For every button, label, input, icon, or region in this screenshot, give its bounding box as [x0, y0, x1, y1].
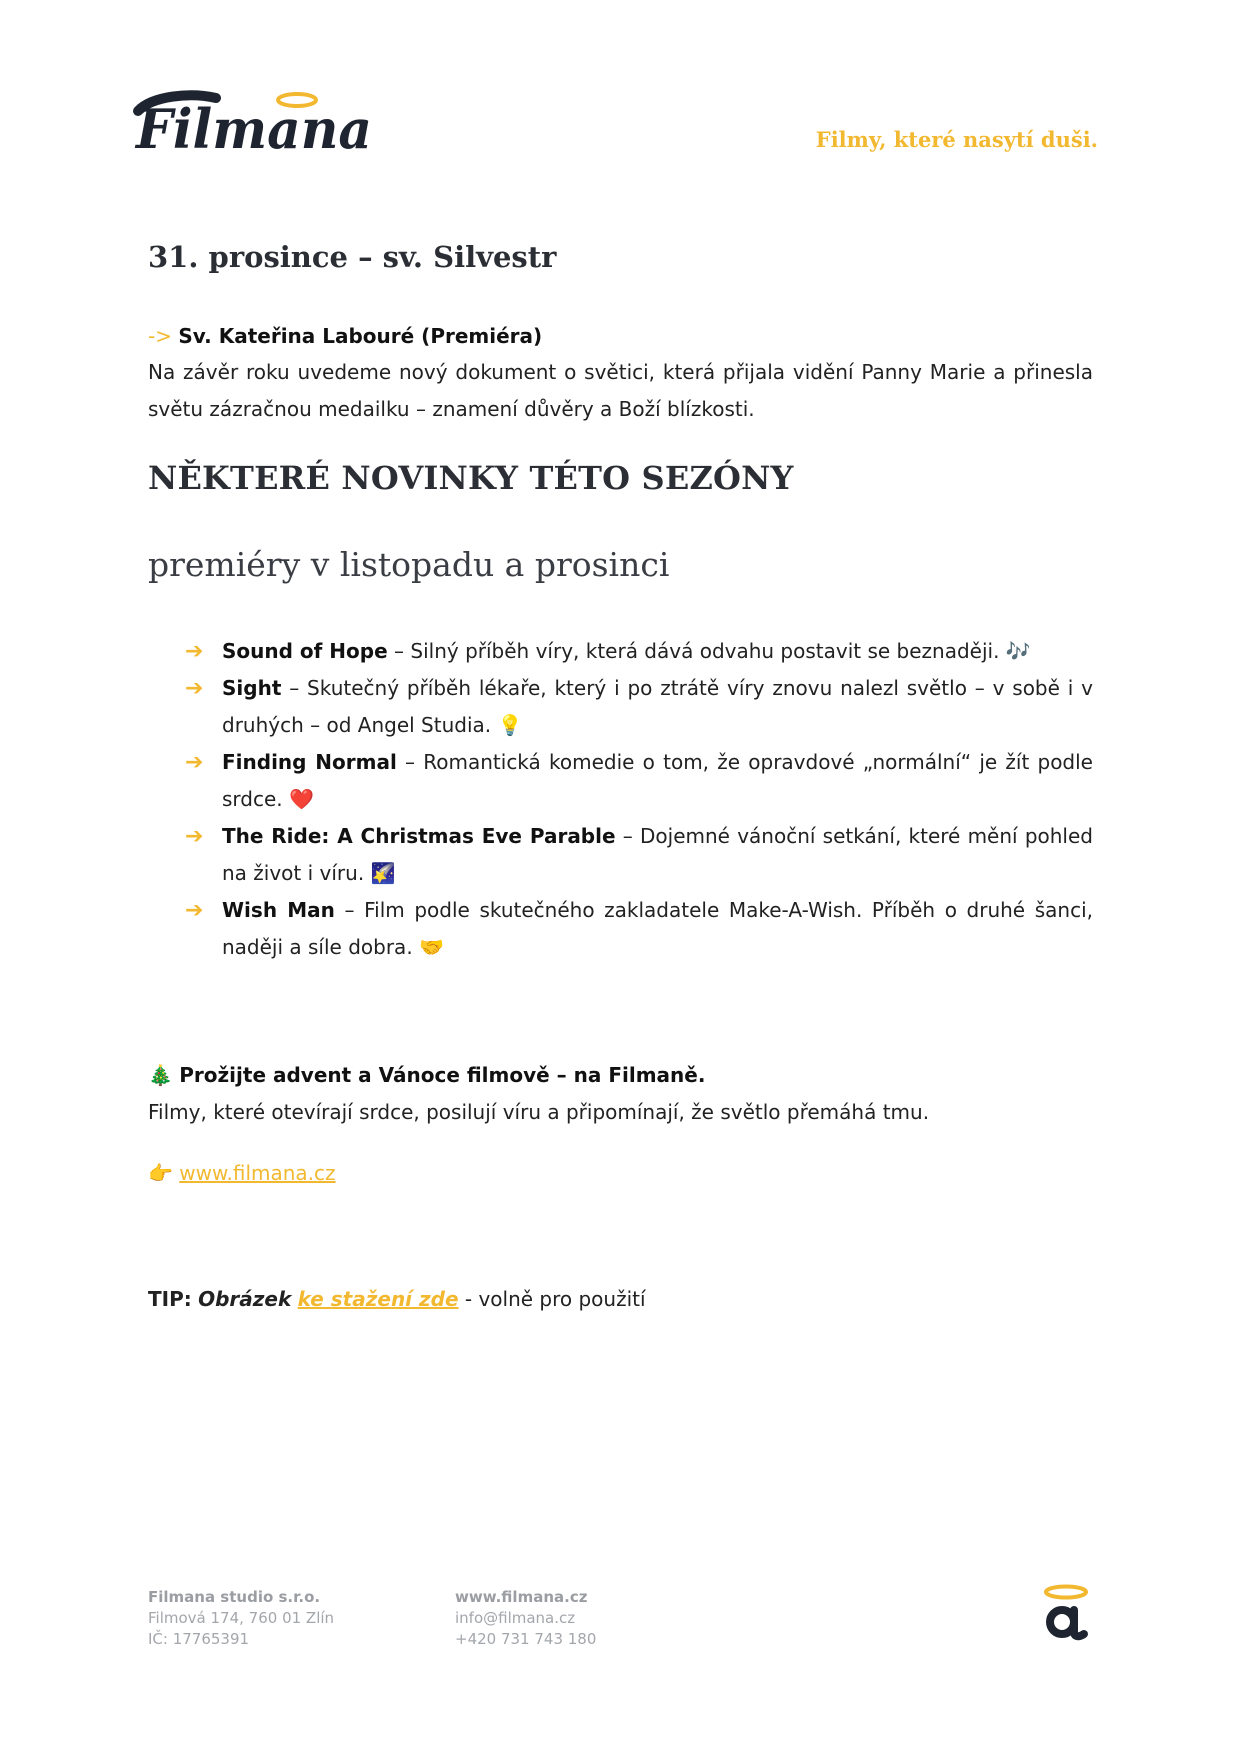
film-desc: – Silný příběh víry, která dává odvahu postavit se beznaději. [387, 639, 1006, 663]
list-item [185, 818, 1093, 892]
intro-title: Sv. Kateřina Labouré (Premiéra) [178, 324, 543, 348]
pointing-hand-icon: 👉 [148, 1161, 173, 1185]
brand-wordmark: Filmana [134, 97, 372, 156]
film-title: The Ride: A Christmas Eve Parable [222, 824, 616, 848]
advent-paragraph: Filmy, které otevírají srdce, posilují víru a připomínají, že světlo přemáhá tmu. [148, 1100, 930, 1124]
news-subheading: premiéry v listopadu a prosinci [148, 545, 670, 584]
arrow-right-icon: ➔ [185, 824, 204, 849]
list-item [185, 670, 1093, 744]
website-link-row [148, 1155, 336, 1192]
advent-title-row [148, 1057, 705, 1094]
film-title: Wish Man [222, 898, 335, 922]
tip-suffix: - volně pro použití [458, 1287, 646, 1311]
film-desc: – Romantická komedie o tom, že opravdové „normální“ je žít podle srdce. [222, 750, 1093, 811]
company-name: Filmana studio s.r.o. [148, 1588, 321, 1606]
tagline: Filmy, které nasytí duši. [815, 127, 1098, 152]
filmana-mark-icon [1040, 1582, 1092, 1642]
section-heading: 31. prosince – sv. Silvestr [148, 240, 557, 274]
film-title: Sight [222, 676, 282, 700]
music-notes-icon: 🎶 [1005, 639, 1031, 663]
heart-icon: ❤️ [289, 787, 314, 811]
light-bulb-icon: 💡 [497, 713, 523, 737]
tip-label: TIP: [148, 1287, 192, 1311]
arrow-right-icon: ➔ [185, 676, 204, 701]
arrow-right-icon: ➔ [185, 750, 204, 775]
tip-image-label: Obrázek [198, 1287, 292, 1311]
film-desc: – Skutečný příběh lékaře, který i po ztrátě víry znovu nalezl světlo – v sobě i v druhých – od Angel Studia. [222, 676, 1093, 737]
intro-paragraph: Na závěr roku uvedeme nový dokument o světici, která přijala vidění Panny Marie a přinesla světu zázračnou medailku – znamení důvěry a Boží blízkosti. [148, 360, 1093, 421]
footer-company [148, 1587, 334, 1650]
list-item [185, 892, 1093, 966]
website-link[interactable]: www.filmana.cz [179, 1161, 336, 1185]
arrow-icon: -> [148, 324, 172, 348]
arrow-right-icon: ➔ [185, 898, 204, 923]
company-address: Filmová 174, 760 01 Zlín [148, 1609, 335, 1627]
film-desc: – Dojemné vánoční setkání, které mění pohled na život i víru. [222, 824, 1093, 885]
film-list [185, 633, 1093, 966]
filmana-logo[interactable] [132, 84, 377, 156]
footer-phone: +420 731 743 180 [455, 1630, 597, 1648]
shooting-star-icon: 🌠 [370, 861, 396, 885]
download-link[interactable]: ke stažení zde [297, 1287, 459, 1311]
tip-row [148, 1281, 646, 1318]
news-heading: NĚKTERÉ NOVINKY TÉTO SEZÓNY [148, 459, 794, 497]
company-id: IČ: 17765391 [148, 1630, 250, 1648]
list-item [185, 744, 1093, 818]
film-title: Sound of Hope [222, 639, 388, 663]
footer-email[interactable]: info@filmana.cz [455, 1609, 576, 1627]
footer-contact [455, 1587, 596, 1650]
list-item [185, 633, 1093, 670]
footer-web[interactable]: www.filmana.cz [455, 1588, 588, 1606]
film-title: Finding Normal [222, 750, 397, 774]
handshake-icon: 🤝 [419, 935, 444, 959]
film-desc: – Film podle skutečného zakladatele Make-A-Wish. Příběh o druhé šanci, naději a síle dobra. [222, 898, 1093, 959]
advent-title: Prožijte advent a Vánoce filmově – na Filmaně. [179, 1063, 706, 1087]
intro-title-row [148, 318, 542, 355]
christmas-tree-icon: 🎄 [148, 1063, 173, 1087]
arrow-right-icon: ➔ [185, 639, 204, 664]
